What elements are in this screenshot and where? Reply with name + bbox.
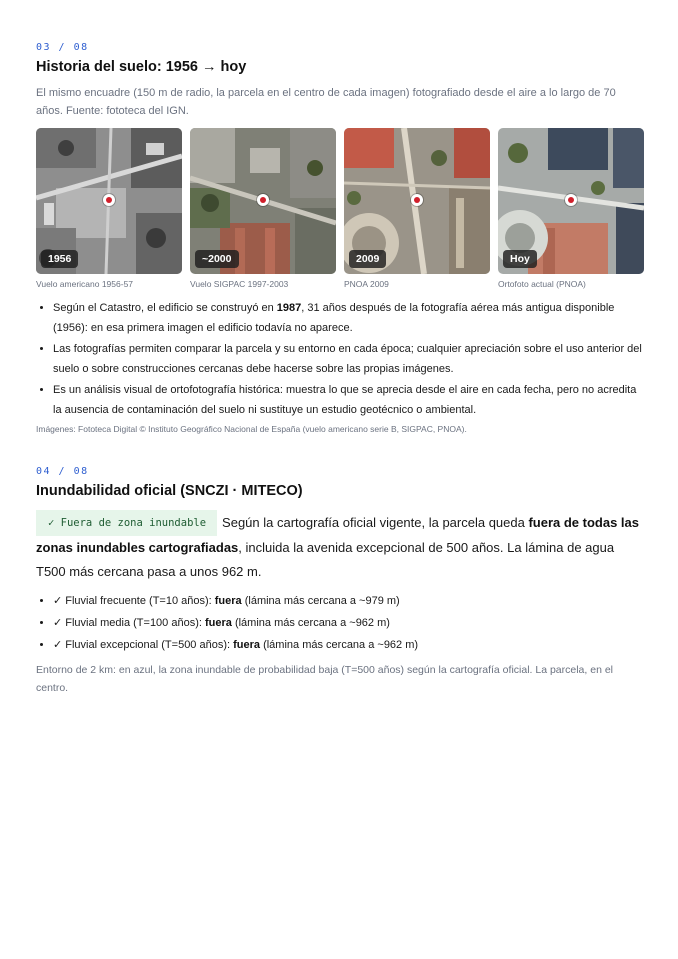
- list-item: • ✓ Fluvial media (T=100 años): fuera (lámina más cercana a ~962 m): [53, 612, 643, 634]
- list-item: • Las fotografías permiten comparar la parcela y su entorno en cada época; cualquier apreciación sobre el uso anterior del suelo o sobre construcciones cercanas debe hacerse sobre las propias imágenes.: [53, 339, 643, 379]
- aerial-photo-today: [498, 128, 644, 289]
- photo-caption: Vuelo SIGPAC 1997-2003: [190, 279, 289, 289]
- aerial-photo-strip: [36, 128, 643, 289]
- aerial-photo-2000: [190, 128, 336, 289]
- list-item: • ✓ Fluvial excepcional (T=500 años): fuera (lámina más cercana a ~962 m): [53, 634, 643, 656]
- section-step: 04 / 08: [36, 466, 89, 477]
- section-title: Historia del suelo: 1956 → hoy: [36, 59, 247, 75]
- parcel-marker-icon: [565, 194, 577, 206]
- aerial-photo-1956: [36, 128, 182, 289]
- list-item: • Según el Catastro, el edificio se construyó en 1987, 31 años después de la fotografía aérea más antigua disponible (1956): en esa primera imagen el edificio todavía no aparece.: [53, 298, 643, 338]
- photo-caption: PNOA 2009: [344, 279, 389, 289]
- flood-risk-section: [36, 466, 643, 697]
- photo-caption: Vuelo americano 1956-57: [36, 279, 134, 289]
- photo-year-badge: Hoy: [503, 250, 537, 268]
- section-intro: El mismo encuadre (150 m de radio, la parcela en el centro de cada imagen) fotografiado desde el aire a lo largo de 70 años. Fuente: fototeca del IGN.: [36, 87, 616, 117]
- image-credit: Imágenes: Fototeca Digital © Instituto Geográfico Nacional de España (vuelo americano serie B, SIGPAC, PNOA).: [36, 424, 467, 434]
- photo-year-badge: ~2000: [195, 250, 239, 268]
- parcel-marker-icon: [257, 194, 269, 206]
- photo-caption: Ortofoto actual (PNOA): [498, 279, 586, 289]
- photo-year-badge: 1956: [41, 250, 78, 268]
- status-badge: ✓ Fuera de zona inundable: [36, 510, 217, 536]
- photo-year-badge: 2009: [349, 250, 386, 268]
- map-note: Entorno de 2 km: en azul, la zona inundable de probabilidad baja (T=500 años) según la cartografía oficial. La parcela, en el centro.: [36, 664, 614, 694]
- list-item: • Es un análisis visual de ortofotografía histórica: muestra lo que se aprecia desde el aire en cada fecha, pero no acredita la ausencia de contaminación del suelo ni sustituye un estudio geotécnico o ambiental.: [53, 380, 643, 420]
- section-step: 03 / 08: [36, 42, 89, 53]
- flood-zone-list: [36, 590, 643, 656]
- list-item: • ✓ Fluvial frecuente (T=10 años): fuera (lámina más cercana a ~979 m): [53, 590, 643, 612]
- parcel-marker-icon: [103, 194, 115, 206]
- report-page: [36, 42, 643, 697]
- flood-summary: ✓ Fuera de zona inundable Según la cartografía oficial vigente, la parcela queda fuera de todas las zonas inundables cartografiadas, incluida la avenida excepcional de 500 años. La lámina de agua T500 más cercana pasa a unos 962 m.: [36, 510, 643, 584]
- history-findings-list: [36, 298, 643, 420]
- aerial-photo-2009: [344, 128, 490, 289]
- soil-history-section: [36, 42, 643, 434]
- parcel-marker-icon: [411, 194, 423, 206]
- section-title: Inundabilidad oficial (SNCZI · MITECO): [36, 483, 303, 499]
